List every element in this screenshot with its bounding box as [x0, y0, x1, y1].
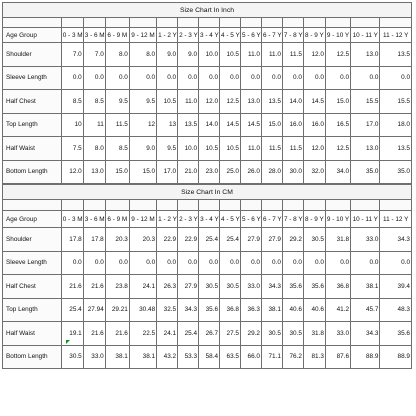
measurement-value: 0.0 [261, 251, 282, 275]
measurement-value: 26.0 [240, 160, 261, 184]
measurement-value: 0.0 [199, 66, 220, 90]
size-column-header: 10 - 11 Y [351, 211, 380, 228]
blank-cell [178, 18, 199, 28]
size-column-header: 3 - 4 Y [199, 28, 220, 43]
blank-cell [261, 200, 282, 211]
size-column-header: 1 - 2 Y [157, 211, 178, 228]
measurement-value: 14.5 [240, 113, 261, 137]
measurement-value: 15.0 [261, 113, 282, 137]
measurement-value: 38.1 [261, 298, 282, 322]
measurement-value: 22.9 [178, 228, 199, 252]
measurement-value: 40.6 [303, 298, 325, 322]
measurement-value: 41.2 [325, 298, 350, 322]
blank-cell [199, 18, 220, 28]
measurement-value: 13 [157, 113, 178, 137]
measurement-value: 8.5 [105, 137, 129, 161]
age-group-header: Age Group [3, 28, 62, 43]
table-row [3, 137, 412, 161]
measurement-value: 11.5 [261, 137, 282, 161]
measurement-value: 0.0 [105, 251, 129, 275]
measurement-value: 12.0 [199, 90, 220, 114]
size-column-header: 0 - 3 M [61, 211, 83, 228]
chart-title: Size Chart In Inch [3, 3, 412, 18]
measurement-value: 15.5 [380, 90, 412, 114]
measurement-value: 28.0 [261, 160, 282, 184]
measurement-value: 26.3 [157, 275, 178, 299]
measurement-value: 7.0 [83, 43, 105, 67]
measurement-value: 45.7 [351, 298, 380, 322]
size-column-header: 9 - 12 M [129, 28, 156, 43]
measurement-value: 88.9 [380, 345, 412, 369]
measurement-value: 27.94 [83, 298, 105, 322]
measurement-value: 14.0 [199, 113, 220, 137]
measurement-value: 0.0 [83, 251, 105, 275]
blank-cell [380, 18, 412, 28]
measurement-value: 0.0 [380, 251, 412, 275]
size-column-header: 9 - 12 M [129, 211, 156, 228]
size-column-header: 4 - 5 Y [220, 28, 241, 43]
size-column-header: 4 - 5 Y [220, 211, 241, 228]
measurement-value: 10.0 [199, 43, 220, 67]
measurement-label: Top Length [3, 113, 62, 137]
measurement-value: 0.0 [157, 66, 178, 90]
blank-cell [282, 18, 303, 28]
size-column-header: 3 - 6 M [83, 28, 105, 43]
cm-size-table [2, 184, 412, 369]
size-column-header: 7 - 8 Y [282, 211, 303, 228]
measurement-value: 11.5 [282, 43, 303, 67]
measurement-value: 8.5 [83, 90, 105, 114]
blank-cell [303, 200, 325, 211]
measurement-value: 0.0 [282, 251, 303, 275]
measurement-value: 81.3 [303, 345, 325, 369]
measurement-value: 9.5 [105, 90, 129, 114]
measurement-value: 35.6 [380, 322, 412, 346]
table-row [3, 322, 412, 346]
measurement-value: 22.9 [157, 228, 178, 252]
measurement-value: 88.9 [351, 345, 380, 369]
measurement-value: 0.0 [380, 66, 412, 90]
measurement-label: Top Length [3, 298, 62, 322]
measurement-value: 16.0 [282, 113, 303, 137]
size-column-header: 10 - 11 Y [351, 28, 380, 43]
measurement-label: Shoulder [3, 43, 62, 67]
measurement-value: 0.0 [157, 251, 178, 275]
measurement-value: 0.0 [83, 66, 105, 90]
measurement-value: 15.5 [351, 90, 380, 114]
blank-cell [61, 200, 83, 211]
blank-cell [303, 18, 325, 28]
measurement-value: 13.5 [380, 137, 412, 161]
measurement-value: 34.3 [380, 228, 412, 252]
measurement-value: 12.5 [325, 137, 350, 161]
measurement-value: 26.7 [199, 322, 220, 346]
blank-cell [157, 18, 178, 28]
measurement-value: 35.6 [282, 275, 303, 299]
measurement-value: 13.0 [351, 43, 380, 67]
blank-cell [157, 200, 178, 211]
size-column-header: 5 - 6 Y [240, 28, 261, 43]
measurement-value: 33.0 [241, 275, 262, 299]
blank-cell [220, 18, 241, 28]
size-column-header: 0 - 3 M [61, 28, 83, 43]
blank-cell [220, 200, 241, 211]
measurement-label: Shoulder [3, 228, 62, 252]
measurement-value: 13.0 [351, 137, 380, 161]
measurement-value: 30.5 [220, 275, 241, 299]
measurement-value: 10 [61, 113, 83, 137]
measurement-value: 39.4 [380, 275, 412, 299]
blank-cell [261, 18, 282, 28]
size-column-header: 8 - 9 Y [303, 28, 325, 43]
table-row [3, 228, 412, 252]
measurement-value: 24.1 [129, 275, 156, 299]
blank-cell [240, 18, 261, 28]
size-column-header: 9 - 10 Y [325, 28, 350, 43]
age-group-header: Age Group [3, 211, 62, 228]
measurement-value: 7.0 [61, 43, 83, 67]
measurement-value: 27.9 [241, 228, 262, 252]
measurement-value: 0.0 [240, 66, 261, 90]
size-column-header: 1 - 2 Y [157, 28, 178, 43]
measurement-value: 48.3 [380, 298, 412, 322]
measurement-value: 9.5 [129, 90, 156, 114]
measurement-value: 12.5 [325, 43, 350, 67]
table-row [3, 113, 412, 137]
measurement-value: 10.5 [157, 90, 178, 114]
size-column-header: 9 - 10 Y [325, 211, 350, 228]
measurement-value: 11.5 [282, 137, 303, 161]
measurement-value: 63.5 [220, 345, 241, 369]
size-column-header: 2 - 3 Y [178, 211, 199, 228]
size-chart-page [2, 2, 412, 412]
measurement-value: 21.6 [83, 322, 105, 346]
inch-size-table [2, 2, 412, 184]
measurement-value: 0.0 [61, 66, 83, 90]
measurement-value: 13.5 [261, 90, 282, 114]
measurement-value: 27.5 [220, 322, 241, 346]
measurement-value: 30.5 [199, 275, 220, 299]
measurement-value: 25.4 [178, 322, 199, 346]
measurement-value: 8.5 [61, 90, 83, 114]
measurement-value: 35.6 [303, 275, 325, 299]
measurement-value: 35.0 [380, 160, 412, 184]
measurement-value: 8.0 [83, 137, 105, 161]
measurement-value: 12.0 [303, 43, 325, 67]
measurement-value: 20.3 [105, 228, 129, 252]
measurement-value: 21.6 [105, 322, 129, 346]
blank-cell [129, 18, 156, 28]
measurement-value: 40.6 [282, 298, 303, 322]
measurement-value: 12.0 [303, 137, 325, 161]
measurement-value: 25.0 [220, 160, 241, 184]
size-column-header: 11 - 12 Y [380, 211, 412, 228]
measurement-value: 24.1 [157, 322, 178, 346]
blank-cell [83, 200, 105, 211]
measurement-value: 27.9 [261, 228, 282, 252]
measurement-value: 0.0 [178, 251, 199, 275]
measurement-value: 20.3 [129, 228, 156, 252]
blank-cell [105, 18, 129, 28]
measurement-value: 0.0 [241, 251, 262, 275]
measurement-value: 25.4 [220, 228, 241, 252]
measurement-value: 66.0 [241, 345, 262, 369]
size-column-header: 6 - 9 M [105, 28, 129, 43]
blank-cell [241, 200, 262, 211]
measurement-value: 0.0 [303, 66, 325, 90]
measurement-value: 34.3 [351, 322, 380, 346]
measurement-value: 11.5 [105, 113, 129, 137]
measurement-value: 0.0 [178, 66, 199, 90]
measurement-value: 0.0 [199, 251, 220, 275]
measurement-value: 23.8 [105, 275, 129, 299]
measurement-value: 13.0 [83, 160, 105, 184]
size-column-header: 11 - 12 Y [380, 28, 412, 43]
measurement-value: 14.0 [282, 90, 303, 114]
measurement-value: 22.5 [129, 322, 156, 346]
measurement-value: 0.0 [261, 66, 282, 90]
measurement-value: 38.1 [351, 275, 380, 299]
measurement-value: 29.21 [105, 298, 129, 322]
measurement-value: 29.2 [282, 228, 303, 252]
size-column-header: 6 - 7 Y [261, 211, 282, 228]
measurement-value: 34.0 [325, 160, 350, 184]
blank-cell [380, 200, 412, 211]
measurement-value: 71.1 [261, 345, 282, 369]
measurement-value: 0.0 [282, 66, 303, 90]
table-row [3, 345, 412, 369]
measurement-value: 14.5 [220, 113, 241, 137]
measurement-value: 34.3 [178, 298, 199, 322]
measurement-value: 13.5 [380, 43, 412, 67]
size-column-header: 3 - 4 Y [199, 211, 220, 228]
measurement-value: 19.1 [61, 322, 83, 346]
measurement-value: 31.8 [325, 228, 350, 252]
measurement-value: 9.0 [157, 43, 178, 67]
size-column-header: 3 - 6 M [83, 211, 105, 228]
measurement-value: 11.0 [240, 137, 261, 161]
measurement-value: 16.0 [303, 113, 325, 137]
measurement-value: 21.0 [178, 160, 199, 184]
blank-cell [105, 200, 129, 211]
table-row [3, 66, 412, 90]
measurement-value: 9.5 [157, 137, 178, 161]
measurement-value: 10.5 [199, 137, 220, 161]
measurement-value: 10.0 [178, 137, 199, 161]
measurement-value: 13.5 [178, 113, 199, 137]
measurement-value: 38.1 [105, 345, 129, 369]
measurement-value: 17.8 [83, 228, 105, 252]
blank-cell [129, 200, 156, 211]
measurement-value: 13.0 [240, 90, 261, 114]
measurement-value: 58.4 [199, 345, 220, 369]
measurement-value: 9.0 [178, 43, 199, 67]
measurement-value: 23.0 [199, 160, 220, 184]
measurement-value: 30.5 [282, 322, 303, 346]
measurement-value: 35.6 [199, 298, 220, 322]
blank-cell [199, 200, 220, 211]
measurement-label: Bottom Length [3, 345, 62, 369]
measurement-value: 38.1 [129, 345, 156, 369]
measurement-value: 0.0 [351, 66, 380, 90]
blank-cell [3, 200, 62, 211]
measurement-value: 0.0 [61, 251, 83, 275]
blank-cell [83, 18, 105, 28]
measurement-value: 0.0 [325, 66, 350, 90]
measurement-value: 14.5 [303, 90, 325, 114]
measurement-value: 34.3 [261, 275, 282, 299]
table-row [3, 43, 412, 67]
measurement-value: 17.0 [157, 160, 178, 184]
table-row [3, 275, 412, 299]
size-column-header: 6 - 7 Y [261, 28, 282, 43]
measurement-label: Bottom Length [3, 160, 62, 184]
measurement-label: Half Waist [3, 322, 62, 346]
measurement-value: 30.5 [303, 228, 325, 252]
measurement-value: 0.0 [325, 251, 350, 275]
measurement-value: 33.0 [351, 228, 380, 252]
table-row [3, 298, 412, 322]
measurement-value: 12.0 [61, 160, 83, 184]
blank-cell [325, 18, 350, 28]
measurement-value: 31.8 [303, 322, 325, 346]
blank-cell [61, 18, 83, 28]
measurement-value: 12 [129, 113, 156, 137]
measurement-value: 27.9 [178, 275, 199, 299]
measurement-value: 43.2 [157, 345, 178, 369]
measurement-value: 11.0 [240, 43, 261, 67]
measurement-value: 87.6 [325, 345, 350, 369]
blank-cell [178, 200, 199, 211]
measurement-value: 0.0 [220, 66, 241, 90]
measurement-value: 76.2 [282, 345, 303, 369]
chart-title: Size Chart In CM [3, 185, 412, 200]
size-column-header: 7 - 8 Y [282, 28, 303, 43]
measurement-value: 11.0 [178, 90, 199, 114]
measurement-value: 36.8 [220, 298, 241, 322]
measurement-value: 0.0 [105, 66, 129, 90]
measurement-value: 17.8 [61, 228, 83, 252]
measurement-value: 30.5 [261, 322, 282, 346]
measurement-value: 8.0 [129, 43, 156, 67]
measurement-value: 33.0 [325, 322, 350, 346]
measurement-value: 18.0 [380, 113, 412, 137]
measurement-value: 10.5 [220, 137, 241, 161]
measurement-value: 15.0 [325, 90, 350, 114]
measurement-value: 36.3 [241, 298, 262, 322]
measurement-value: 9.0 [129, 137, 156, 161]
measurement-value: 25.4 [61, 298, 83, 322]
measurement-value: 7.5 [61, 137, 83, 161]
measurement-value: 36.8 [325, 275, 350, 299]
measurement-value: 21.6 [83, 275, 105, 299]
measurement-value: 8.0 [105, 43, 129, 67]
measurement-label: Sleeve Length [3, 66, 62, 90]
table-row [3, 160, 412, 184]
measurement-value: 15.0 [105, 160, 129, 184]
measurement-value: 0.0 [351, 251, 380, 275]
measurement-value: 30.5 [61, 345, 83, 369]
measurement-value: 30.0 [282, 160, 303, 184]
measurement-label: Half Chest [3, 275, 62, 299]
measurement-value: 21.6 [61, 275, 83, 299]
measurement-value: 32.0 [303, 160, 325, 184]
measurement-value: 11 [83, 113, 105, 137]
measurement-value: 0.0 [129, 66, 156, 90]
measurement-value: 30.48 [129, 298, 156, 322]
size-column-header: 5 - 6 Y [241, 211, 262, 228]
measurement-value: 0.0 [220, 251, 241, 275]
size-column-header: 8 - 9 Y [303, 211, 325, 228]
blank-cell [3, 18, 62, 28]
measurement-value: 10.5 [220, 43, 241, 67]
measurement-label: Sleeve Length [3, 251, 62, 275]
blank-cell [325, 200, 350, 211]
measurement-value: 0.0 [129, 251, 156, 275]
measurement-value: 11.0 [261, 43, 282, 67]
table-row [3, 90, 412, 114]
blank-cell [351, 18, 380, 28]
measurement-label: Half Waist [3, 137, 62, 161]
measurement-value: 32.5 [157, 298, 178, 322]
measurement-label: Half Chest [3, 90, 62, 114]
measurement-value: 12.5 [220, 90, 241, 114]
size-column-header: 2 - 3 Y [178, 28, 199, 43]
measurement-value: 35.0 [351, 160, 380, 184]
size-column-header: 6 - 9 M [105, 211, 129, 228]
measurement-value: 29.2 [241, 322, 262, 346]
measurement-value: 53.3 [178, 345, 199, 369]
measurement-value: 16.5 [325, 113, 350, 137]
table-row [3, 251, 412, 275]
measurement-value: 0.0 [303, 251, 325, 275]
measurement-value: 17.0 [351, 113, 380, 137]
measurement-value: 33.0 [83, 345, 105, 369]
measurement-value: 25.4 [199, 228, 220, 252]
blank-cell [282, 200, 303, 211]
blank-cell [351, 200, 380, 211]
cell-corner-mark [66, 340, 70, 344]
measurement-value: 15.0 [129, 160, 156, 184]
